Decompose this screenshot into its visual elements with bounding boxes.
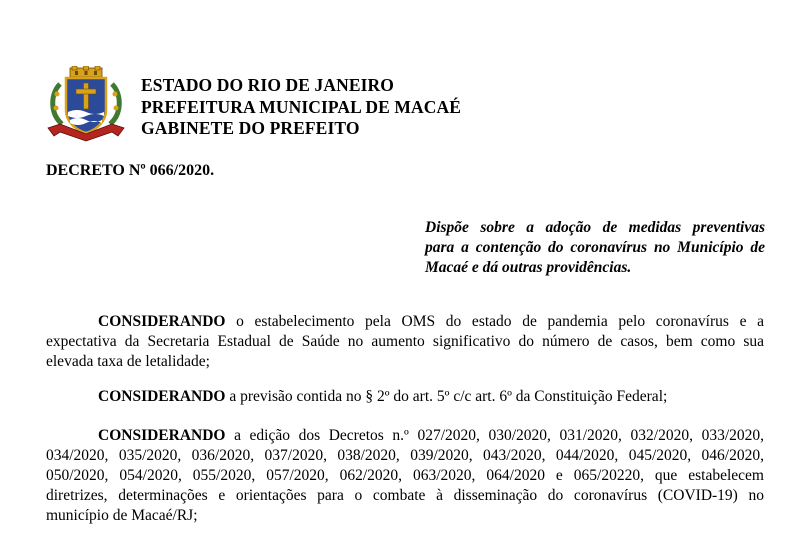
paragraph-text: o estabelecimento pela OMS do estado de pandemia pelo coronavírus e a (225, 313, 764, 330)
paragraph-considerando-3 (46, 426, 764, 526)
paragraph-line: elevada taxa de letalidade; (46, 353, 210, 370)
summary-line: Macaé e dá outras providências. (425, 259, 632, 276)
decree-number: DECRETO Nº 066/2020. (46, 162, 215, 179)
paragraph-line: município de Macaé/RJ; (46, 507, 198, 524)
paragraph-text: a edição dos Decretos n.º 027/2020, 030/2020, 031/2020, 032/2020, 033/2020, (225, 427, 764, 444)
paragraph-line: 050/2020, 054/2020, 055/2020, 057/2020, 062/2020, 063/2020, 064/2020 e 065/20220, que estabelecem (46, 467, 764, 484)
summary-line: para a contenção do coronavírus no Município de (425, 239, 765, 256)
paragraph-line: expectativa da Secretaria Estadual de Saúde no aumento significativo do número de casos, bem como sua (46, 333, 764, 350)
coat-of-arms-seal (46, 66, 126, 142)
paragraph-text: a previsão contida no § 2º do art. 5º c/c art. 6º da Constituição Federal; (225, 388, 668, 405)
decree-summary (425, 218, 765, 278)
header-office: GABINETE DO PREFEITO (141, 118, 360, 138)
paragraph-considerando-2 (46, 387, 764, 407)
considerando-keyword: CONSIDERANDO (98, 427, 226, 444)
mural-crown (70, 66, 102, 77)
paragraph-line: 034/2020, 035/2020, 036/2020, 037/2020, 038/2020, 039/2020, 043/2020, 044/2020, 045/2020, 046/2020, (46, 447, 764, 464)
header-state: ESTADO DO RIO DE JANEIRO (141, 75, 394, 95)
summary-line: Dispõe sobre a adoção de medidas preventivas (425, 219, 765, 236)
paragraph-line: diretrizes, determinações e orientações para o combate à disseminação do coronavírus (COVID-19) no (46, 487, 764, 504)
header-city-hall: PREFEITURA MUNICIPAL DE MACAÉ (141, 96, 462, 117)
document-header (141, 75, 461, 140)
paragraph-considerando-1 (46, 312, 764, 372)
paragraph-line (46, 426, 764, 446)
considerando-keyword: CONSIDERANDO (98, 313, 226, 330)
paragraph-line (46, 387, 764, 407)
paragraph-line (46, 312, 764, 332)
considerando-keyword: CONSIDERANDO (98, 388, 226, 405)
